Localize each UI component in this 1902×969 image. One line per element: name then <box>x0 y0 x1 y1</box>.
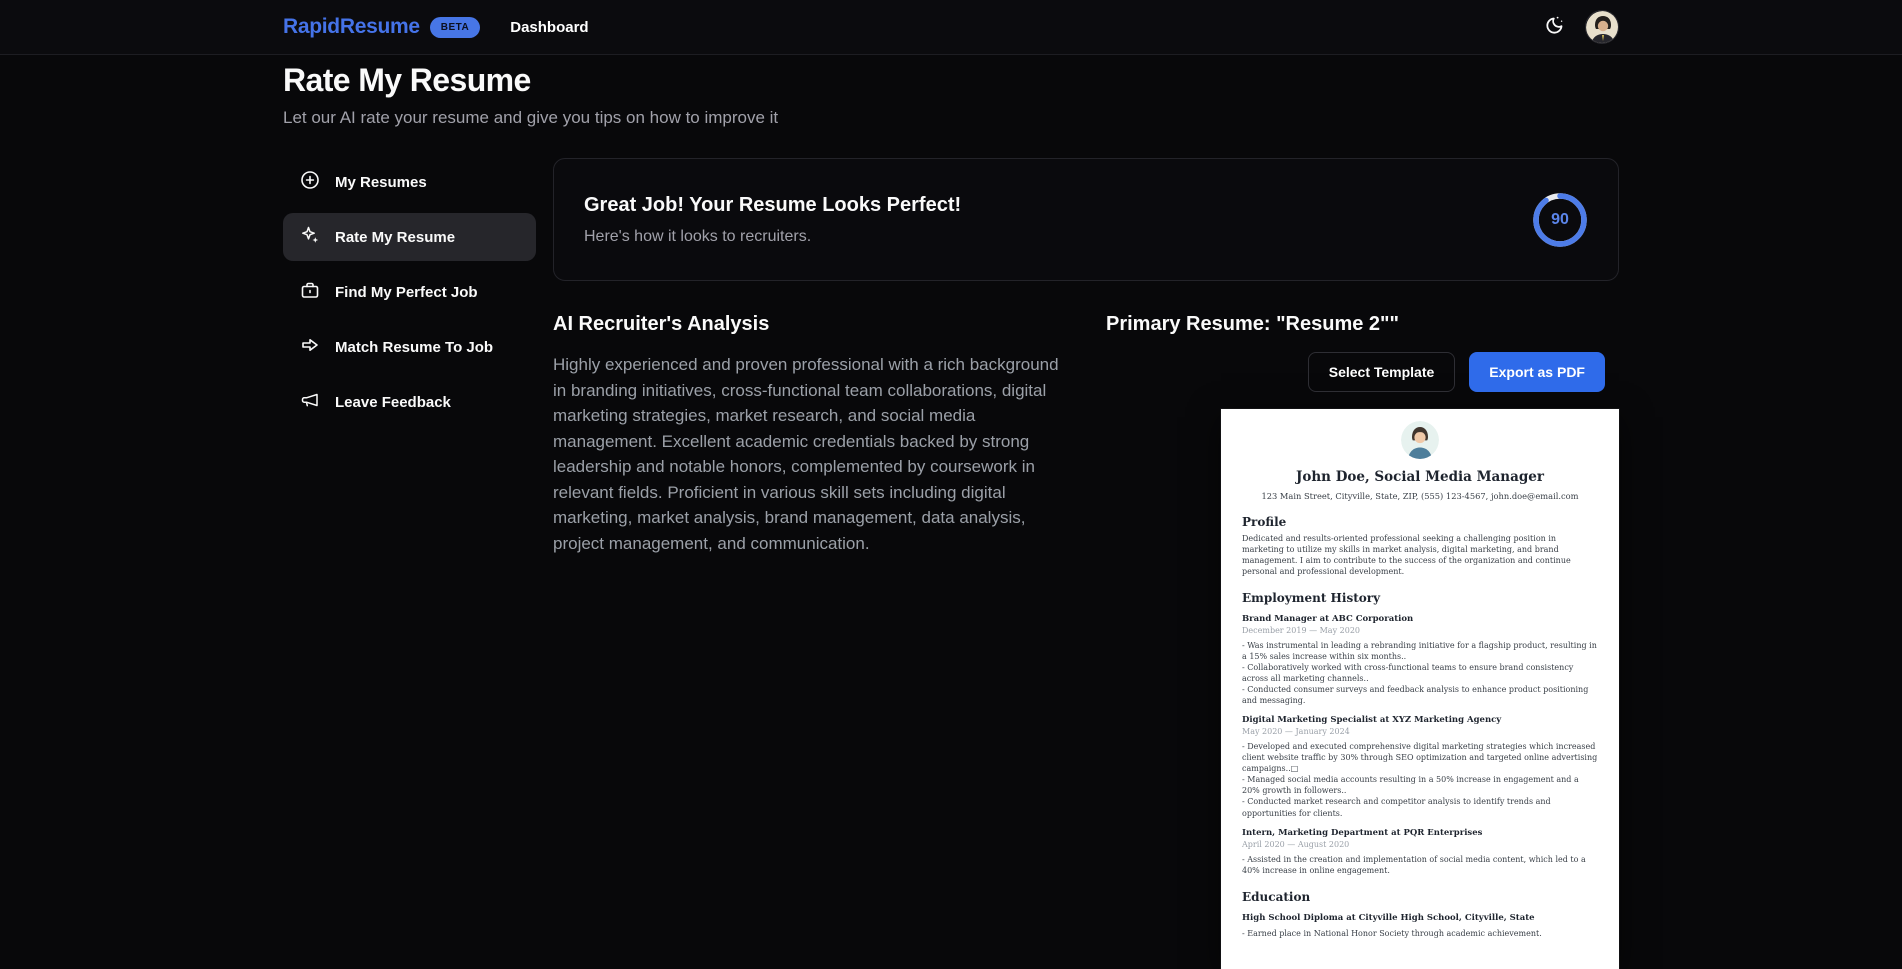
resume-job-dates: May 2020 — January 2024 <box>1242 727 1350 737</box>
plus-circle-icon <box>300 170 320 194</box>
resume-bullet: - Earned place in National Honor Society through academic achievement. <box>1242 928 1542 938</box>
beta-badge: BETA <box>430 17 480 38</box>
analysis-body: Highly experienced and proven professional with a rich background in branding initiatives, cross-functional team collaborations, digital marketing strategies, market research, and social media management. Excellent academic credentials backed by strong leadership and notable honors, complemented by coursework in relevant fields. Proficient in various skill sets including digital marketing, market analysis, brand management, data analysis, project management, and communication. <box>553 355 1059 553</box>
resume-preview-document <box>1221 409 1619 969</box>
resume-bullet: - Collaboratively worked with cross-functional teams to ensure brand consistency across all marketing channels.. <box>1242 663 1574 684</box>
resume-employment-heading: Employment History <box>1242 591 1381 606</box>
megaphone-icon <box>300 390 320 414</box>
briefcase-icon <box>300 280 320 304</box>
moon-stars-icon <box>1543 13 1567 42</box>
resume-bullet: - Was instrumental in leading a rebranding initiative for a flagship product, resulting in a 15% sales increase within six months.. <box>1242 641 1597 662</box>
resume-bullet: - Conducted consumer surveys and feedback analysis to enhance product positioning and messaging. <box>1242 685 1589 706</box>
score-card-subtitle: Here's how it looks to recruiters. <box>584 227 812 245</box>
page-title: Rate My Resume <box>283 62 531 98</box>
score-ring <box>1532 192 1588 248</box>
sidebar-item-label: Leave Feedback <box>335 393 451 411</box>
arrow-right-icon <box>300 335 320 359</box>
sparkles-icon <box>300 225 320 249</box>
top-navbar <box>0 0 1902 55</box>
nav-link-dashboard[interactable]: Dashboard <box>510 18 589 36</box>
resume-profile-text: Dedicated and results-oriented professional seeking a challenging position in marketing to utilize my skills in market analysis, digital marketing, and brand management. I aim to contribute to the success of the organization and continue personal and professional development. <box>1242 534 1571 577</box>
export-pdf-button[interactable]: Export as PDF <box>1469 352 1605 392</box>
resume-job-bullets <box>1242 741 1598 818</box>
sidebar-item-label: Find My Perfect Job <box>335 283 478 301</box>
resume-name: John Doe, Social Media Manager <box>1295 469 1545 485</box>
resume-education-entry <box>1242 913 1598 939</box>
sidebar-item-rate-my-resume[interactable] <box>283 213 536 261</box>
sidebar-nav <box>283 158 536 969</box>
score-value: 90 <box>1551 210 1569 228</box>
resume-job-bullets <box>1242 854 1598 876</box>
resume-education-heading: Education <box>1242 889 1311 904</box>
sidebar-item-leave-feedback[interactable] <box>283 378 536 426</box>
resume-education-title: High School Diploma at Cityville High School, Cityville, State <box>1242 912 1535 923</box>
resume-bullet: - Managed social media accounts resulting in a 50% increase in engagement and a 20% growth in followers.. <box>1242 775 1579 796</box>
resume-profile-heading: Profile <box>1242 515 1287 529</box>
resume-avatar-illustration <box>1401 421 1439 459</box>
sidebar-item-label: Rate My Resume <box>335 228 456 246</box>
sidebar-item-match-resume-to-job[interactable] <box>283 323 536 371</box>
sidebar-item-label: My Resumes <box>335 173 427 191</box>
analysis-section <box>553 313 1066 969</box>
brand-logo[interactable]: RapidResume <box>283 15 420 38</box>
resume-bullet: - Conducted market research and competitor analysis to identify trends and opportunities for clients. <box>1242 797 1551 818</box>
resume-job <box>1242 715 1598 818</box>
score-card <box>553 158 1619 281</box>
resume-job-dates: December 2019 — May 2020 <box>1242 626 1360 636</box>
resume-job-bullets <box>1242 640 1598 706</box>
resume-job <box>1242 828 1598 876</box>
score-card-title: Great Job! Your Resume Looks Perfect! <box>584 193 962 216</box>
sidebar-item-label: Match Resume To Job <box>335 338 494 356</box>
sidebar-item-my-resumes[interactable] <box>283 158 536 206</box>
select-template-button[interactable]: Select Template <box>1308 352 1456 392</box>
sidebar-item-find-my-perfect-job[interactable] <box>283 268 536 316</box>
resume-contact: 123 Main Street, Cityville, State, ZIP, (555) 123-4567, john.doe@email.com <box>1261 491 1579 501</box>
resume-job-dates: April 2020 — August 2020 <box>1242 839 1350 849</box>
resume-bullet: - Developed and executed comprehensive digital marketing strategies which increased client website traffic by 30% through SEO optimization and targeted online advertising campaigns..□ <box>1242 742 1598 774</box>
user-avatar[interactable] <box>1585 10 1619 44</box>
page-subtitle: Let our AI rate your resume and give you tips on how to improve it <box>283 108 779 127</box>
theme-toggle-button[interactable] <box>1541 13 1569 41</box>
resume-education-bullets <box>1242 928 1598 939</box>
resume-bullet: - Assisted in the creation and implementation of social media content, which led to a 40% increase in online engagement. <box>1242 854 1586 875</box>
primary-resume-heading: Primary Resume: "Resume 2"" <box>1106 313 1400 335</box>
resume-job-title: Brand Manager at ABC Corporation <box>1242 614 1414 625</box>
resume-job-title: Intern, Marketing Department at PQR Enterprises <box>1242 827 1483 838</box>
analysis-heading: AI Recruiter's Analysis <box>553 313 770 335</box>
resume-job-title: Digital Marketing Specialist at XYZ Marketing Agency <box>1242 715 1502 726</box>
primary-resume-section <box>1106 313 1619 969</box>
resume-job <box>1242 614 1598 706</box>
